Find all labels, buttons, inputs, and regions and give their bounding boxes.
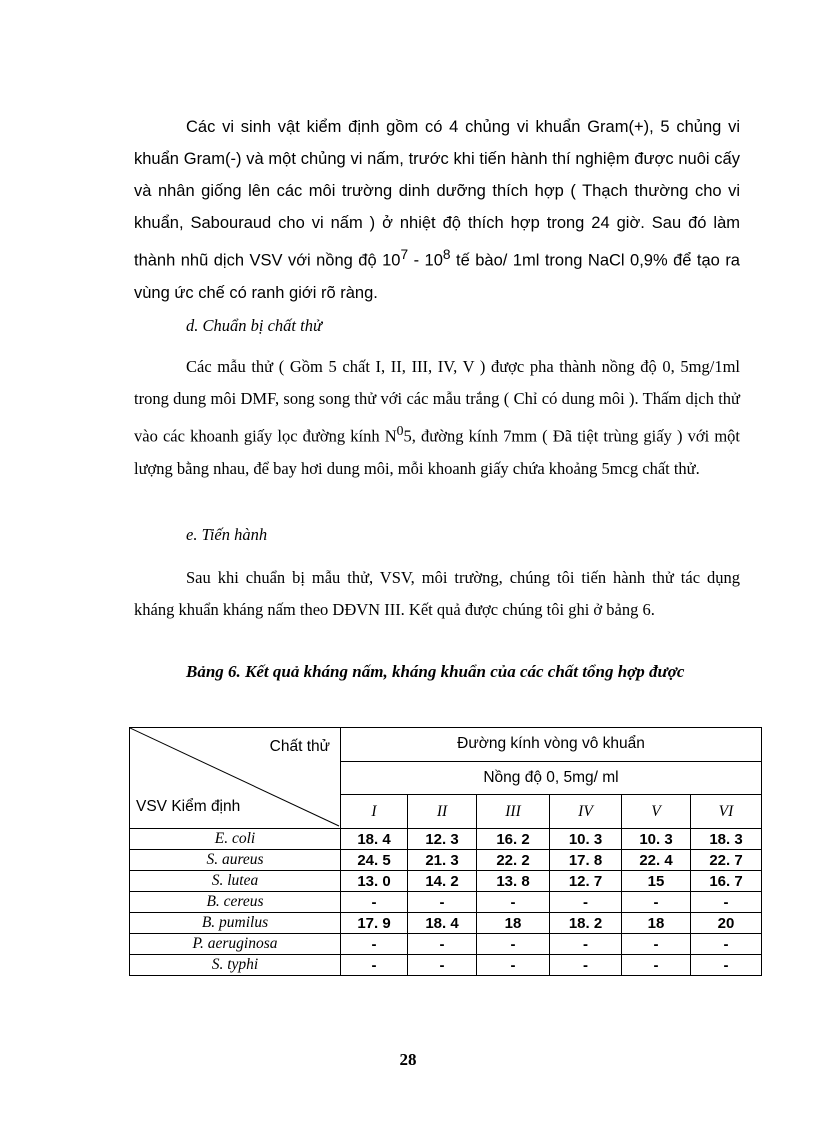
value-cell: - [550, 955, 622, 976]
value-cell: - [341, 892, 408, 913]
value-cell: - [691, 934, 762, 955]
table-row [130, 955, 762, 976]
value-cell: 18 [477, 913, 550, 934]
value-cell: 13. 8 [477, 871, 550, 892]
value-cell: 14. 2 [408, 871, 477, 892]
column-header: VI [691, 795, 762, 829]
value-cell: 18 [622, 913, 691, 934]
page-number: 28 [399, 1050, 417, 1069]
value-cell: - [622, 955, 691, 976]
value-cell: - [477, 934, 550, 955]
value-cell: - [477, 892, 550, 913]
organism-cell: E. coli [130, 829, 341, 850]
organism-cell: P. aeruginosa [130, 934, 341, 955]
para1-text: Các vi sinh vật kiểm định gồm có 4 chủng vi khuẩn Gram(+), 5 chủng vi khuẩn Gram(-) và một chủng vi nấm, trước khi tiến hành thí nghiệm được nuôi cấy và nhân giống lên các môi trường dinh dưỡng thích hợp ( Thạch thường cho vi khuẩn, Sabouraud cho vi nấm ) ở nhiệt độ thích hợp trong 24 giờ. Sau đó làm thành nhũ dịch VSV với nồng độ 10 [134, 118, 740, 270]
column-header: IV [550, 795, 622, 829]
organism-cell: B. cereus [130, 892, 341, 913]
value-cell: - [550, 892, 622, 913]
column-header: V [622, 795, 691, 829]
organism-cell: S. typhi [130, 955, 341, 976]
value-cell: - [408, 934, 477, 955]
table-row [130, 892, 762, 913]
para1-exponent-1: 7 [400, 247, 409, 262]
organism-cell: S. lutea [130, 871, 341, 892]
para2-text-b: 5, đường kính 7mm ( Đã tiệt trùng giấy ) với một lượng bằng nhau, để bay hơi dung môi, mỗi khoanh giấy chứa khoảng 5mcg chất thử. [134, 426, 740, 478]
value-cell: - [622, 934, 691, 955]
column-header: II [408, 795, 477, 829]
table-row [130, 934, 762, 955]
table-caption: Bảng 6. Kết quả kháng nấm, kháng khuẩn của các chất tổng hợp được [186, 662, 685, 681]
value-cell: - [408, 892, 477, 913]
value-cell: 18. 2 [550, 913, 622, 934]
value-cell: - [550, 934, 622, 955]
para1-mid-text: - 10 [408, 251, 443, 270]
table-row [130, 850, 762, 871]
organism-cell: S. aureus [130, 850, 341, 871]
value-cell: 18. 4 [408, 913, 477, 934]
value-cell: 18. 4 [341, 829, 408, 850]
header-inhibition-diameter: Đường kính vòng vô khuẩn [341, 728, 762, 762]
value-cell: 15 [622, 871, 691, 892]
value-cell: 17. 8 [550, 850, 622, 871]
column-header: I [341, 795, 408, 829]
corner-label-organism: VSV Kiểm định [136, 798, 241, 815]
organism-cell: B. pumilus [130, 913, 341, 934]
paragraph-procedure [134, 562, 740, 626]
value-cell: 20 [691, 913, 762, 934]
heading-e: e. Tiến hành [186, 525, 268, 544]
value-cell: 24. 5 [341, 850, 408, 871]
value-cell: 12. 3 [408, 829, 477, 850]
para3-text: Sau khi chuẩn bị mẫu thử, VSV, môi trường, chúng tôi tiến hành thử tác dụng kháng khuẩn kháng nấm theo DĐVN III. Kết quả được chúng tôi ghi ở bảng 6. [134, 568, 740, 619]
heading-d: d. Chuẩn bị chất thử [186, 316, 322, 335]
value-cell: - [341, 934, 408, 955]
value-cell: - [622, 892, 691, 913]
paragraph-test-substances [134, 351, 740, 485]
paragraph-microorganisms [134, 111, 740, 309]
results-table [129, 727, 762, 976]
value-cell: 22. 7 [691, 850, 762, 871]
para1-end-text: tế bào/ 1ml trong NaCl 0,9% để tạo ra vùng ức chế có ranh giới rõ ràng. [134, 251, 740, 302]
value-cell: 16. 2 [477, 829, 550, 850]
value-cell: 22. 2 [477, 850, 550, 871]
value-cell: 16. 7 [691, 871, 762, 892]
para2-text-a: Các mẫu thử ( Gồm 5 chất I, II, III, IV, V ) được pha thành nồng độ 0, 5mg/1ml trong dung môi DMF, song song thử với các mẫu trắng ( Chỉ có dung môi ). Thấm dịch thử vào các khoanh giấy lọc đường kính N [134, 357, 740, 446]
value-cell: - [341, 955, 408, 976]
table-row [130, 871, 762, 892]
value-cell: - [691, 892, 762, 913]
value-cell: 13. 0 [341, 871, 408, 892]
table-row [130, 913, 762, 934]
value-cell: - [477, 955, 550, 976]
column-header: III [477, 795, 550, 829]
value-cell: - [408, 955, 477, 976]
value-cell: - [691, 955, 762, 976]
header-concentration: Nồng độ 0, 5mg/ ml [341, 761, 762, 795]
para2-superscript: 0 [396, 423, 404, 438]
value-cell: 22. 4 [622, 850, 691, 871]
value-cell: 10. 3 [622, 829, 691, 850]
value-cell: 12. 7 [550, 871, 622, 892]
table-corner-cell [130, 728, 341, 829]
value-cell: 10. 3 [550, 829, 622, 850]
value-cell: 17. 9 [341, 913, 408, 934]
para1-exponent-2: 8 [442, 247, 451, 262]
table-row [130, 829, 762, 850]
value-cell: 21. 3 [408, 850, 477, 871]
corner-label-substance: Chất thử [269, 738, 330, 755]
value-cell: 18. 3 [691, 829, 762, 850]
